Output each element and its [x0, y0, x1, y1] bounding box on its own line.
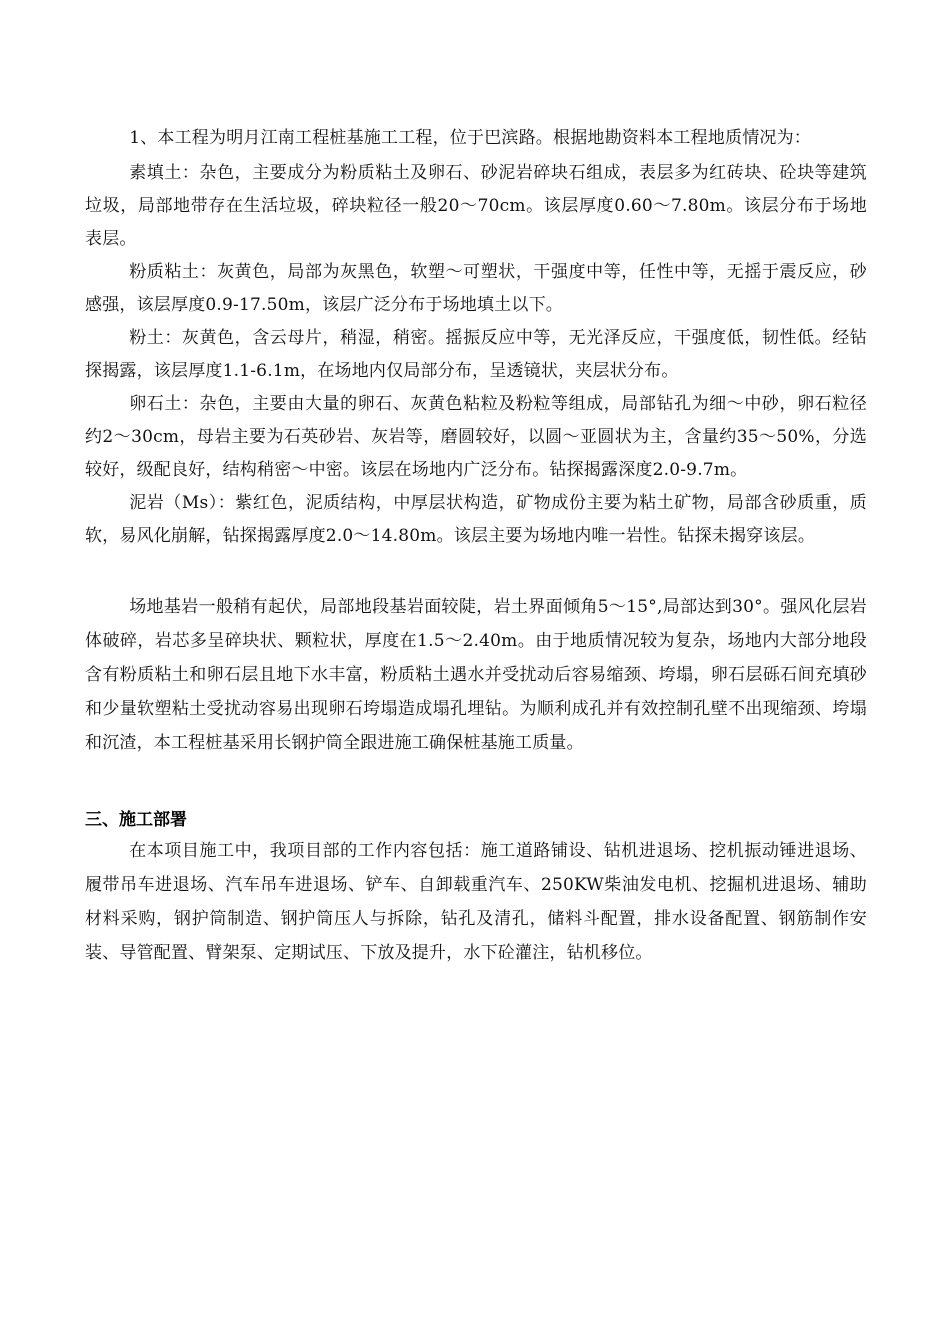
paragraph-spacer	[85, 553, 867, 590]
layer-silty-clay-paragraph: 粉质粘土：灰黄色，局部为灰黑色，软塑～可塑状，干强度中等，任性中等，无摇于震反应，砂感强，该层厚度0.9-17.50m，该层广泛分布于场地填土以下。	[85, 262, 867, 315]
document-page	[85, 122, 867, 970]
geology-intro-paragraph: 1、本工程为明月江南工程桩基施工工程，位于巴滨路。根据地勘资料本工程地质情况为：	[129, 128, 812, 148]
bedrock-paragraph: 场地基岩一般稍有起伏，局部地段基岩面较陡，岩土界面倾角5～15°,局部达到30°。强风化层岩体破碎，岩芯多呈碎块状、颗粒状，厚度在1.5～2.40m。由于地质情况较为复杂，场地内大部分地段含有粉质粘土和卵石层且地下水丰富，粉质粘土遇水并受扰动后容易缩颈、垮塌，卵石层砾石间充填砂和少量软塑粘土受扰动容易出现卵石垮塌造成塌孔埋钻。为顺利成孔并有效控制孔壁不出现缩颈、垮塌和沉渣，本工程桩基采用长钢护筒全跟进施工确保桩基施工质量。	[85, 597, 867, 753]
section-spacer	[85, 760, 867, 806]
layer-silt-paragraph: 粉土：灰黄色，含云母片，稍湿，稍密。摇振反应中等，无光泽反应，干强度低，韧性低。经钻探揭露，该层厚度1.1-6.1m，在场地内仅局部分布，呈透镜状，夹层状分布。	[85, 328, 867, 381]
deployment-paragraph: 在本项目施工中，我项目部的工作内容包括：施工道路铺设、钻机进退场、挖机振动锤进退场、履带吊车进退场、汽车吊车进退场、铲车、自卸载重汽车、250KW柴油发电机、挖掘机进退场、辅助材料采购，钢护筒制造、钢护筒压人与拆除，钻孔及清孔，储料斗配置，排水设备配置、钢筋制作安装、导管配置、臂架泵、定期试压、下放及提升，水下砼灌注，钻机移位。	[85, 841, 867, 963]
section-heading: 三、施工部署	[85, 810, 187, 830]
layer-fill-soil-paragraph: 素填土：杂色，主要成分为粉质粘土及卵石、砂泥岩碎块石组成，表层多为红砖块、砼块等建筑垃圾，局部地带存在生活垃圾，碎块粒径一般20～70cm。该层厚度0.60～7.80m。该层分布于场地表层。	[85, 163, 867, 249]
layer-pebble-soil-paragraph: 卵石土：杂色，主要由大量的卵石、灰黄色粘粒及粉粒等组成，局部钻孔为细～中砂，卵石粒径约2～30cm，母岩主要为石英砂岩、灰岩等，磨圆较好，以圆～亚圆状为主，含量约35～50%，分选较好，级配良好，结构稍密～中密。该层在场地内广泛分布。钻探揭露深度2.0-9.7m。	[85, 394, 867, 480]
layer-mudstone-paragraph: 泥岩（Ms）：紫红色，泥质结构，中厚层状构造，矿物成份主要为粘土矿物，局部含砂质重，质软，易风化崩解，钻探揭露厚度2.0～14.80m。该层主要为场地内唯一岩性。钻探未揭穿该层。	[85, 493, 867, 546]
